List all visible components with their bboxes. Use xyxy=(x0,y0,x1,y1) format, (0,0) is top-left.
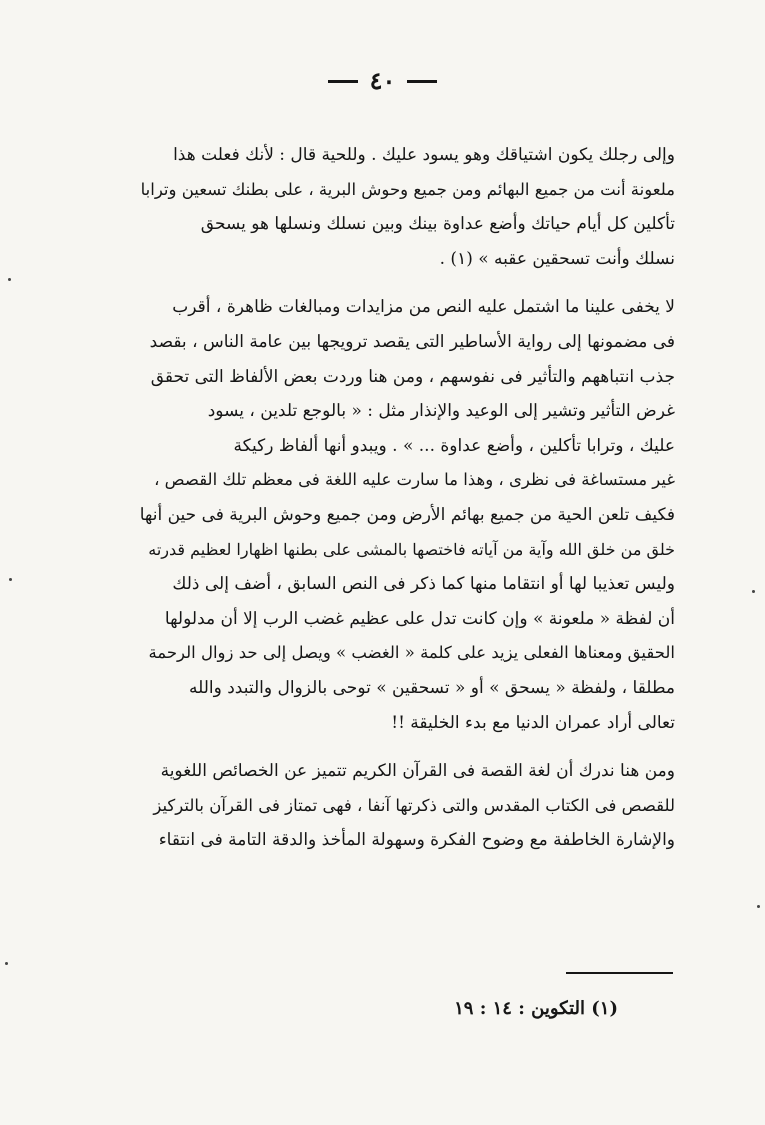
text-line: والإشارة الخاطفة مع وضوح الفكرة وسهولة المأخذ والدقة التامة فى انتقاء xyxy=(158,830,675,851)
text-line: تأكلين كل أيام حياتك وأضع عداوة بينك وبين نسلك ونسلها هو يسحق xyxy=(200,214,675,235)
footnote: (١) التكوين : ١٤ : ١٩ xyxy=(454,998,618,1019)
page-number: ٤٠ xyxy=(369,66,396,95)
scan-speck xyxy=(9,578,12,581)
text-line: غير مستساغة فى نظرى ، وهذا ما سارت عليه اللغة فى معظم تلك القصص ، xyxy=(154,470,675,490)
header-dash-left xyxy=(328,80,358,83)
text-line: تعالى أراد عمران الدنيا مع بدء الخليقة !! xyxy=(391,712,675,733)
paragraph-3 xyxy=(139,754,675,858)
text-line: وليس تعذيبا لها أو انتقاما منها كما ذكر فى النص السابق ، أضف إلى ذلك xyxy=(172,574,675,595)
text-line: الحقيق ومعناها الفعلى يزيد على كلمة « الغضب » ويصل إلى حد زوال الرحمة xyxy=(148,643,675,663)
paragraph-2 xyxy=(139,290,675,740)
text-line: خلق من خلق الله وآية من آياته فاختصها بالمشى على بطنها اظهارا لعظيم قدرته xyxy=(148,539,675,559)
text-line: جذب انتباههم والتأثير فى نفوسهم ، ومن هنا وردت بعض الألفاظ التى تحقق xyxy=(150,366,675,387)
scan-speck xyxy=(752,590,755,593)
text-line: غرض التأثير وتشير إلى الوعيد والإنذار مثل : « بالوجع تلدين ، يسود xyxy=(207,401,675,422)
text-line: ومن هنا ندرك أن لغة القصة فى القرآن الكريم تتميز عن الخصائص اللغوية xyxy=(160,761,675,782)
text-line: نسلك وأنت تسحقين عقبه » (١) . xyxy=(439,248,675,269)
text-line: ملعونة أنت من جميع البهائم ومن جميع وحوش البرية ، على بطنك تسعين وترابا xyxy=(140,179,675,199)
text-line: لا يخفى علينا ما اشتمل عليه النص من مزايدات ومبالغات ظاهرة ، أقرب xyxy=(172,297,675,318)
text-line: فكيف تلعن الحية من جميع بهائم الأرض ومن جميع وحوش البرية فى حين أنها xyxy=(139,504,675,525)
scan-speck xyxy=(757,905,760,908)
paragraph-1 xyxy=(139,138,675,276)
text-line: فى مضمونها إلى رواية الأساطير التى يقصد ترويجها بين عامة الناس ، بقصد xyxy=(149,331,675,352)
page-header xyxy=(0,66,765,96)
header-dash-right xyxy=(407,80,437,83)
text-line: أن لفظة « ملعونة » وإن كانت تدل على عظيم غضب الرب إلا أن مدلولها xyxy=(164,608,675,629)
body-text xyxy=(139,138,675,858)
scan-speck xyxy=(5,962,8,965)
scan-speck xyxy=(8,278,11,281)
footnote-separator xyxy=(566,972,673,974)
text-line: مطلقا ، ولفظة « يسحق » أو « تسحقين » توحى بالزوال والتبدد والله xyxy=(188,677,675,698)
text-line: للقصص فى الكتاب المقدس والتى ذكرتها آنفا ، فهى تمتاز فى القرآن بالتركيز xyxy=(153,795,675,815)
text-line: عليك ، وترابا تأكلين ، وأضع عداوة ... » . ويبدو أنها ألفاظ ركيكة xyxy=(233,435,675,456)
text-line: وإلى رجلك يكون اشتياقك وهو يسود عليك . وللحية قال : لأنك فعلت هذا xyxy=(173,145,675,165)
